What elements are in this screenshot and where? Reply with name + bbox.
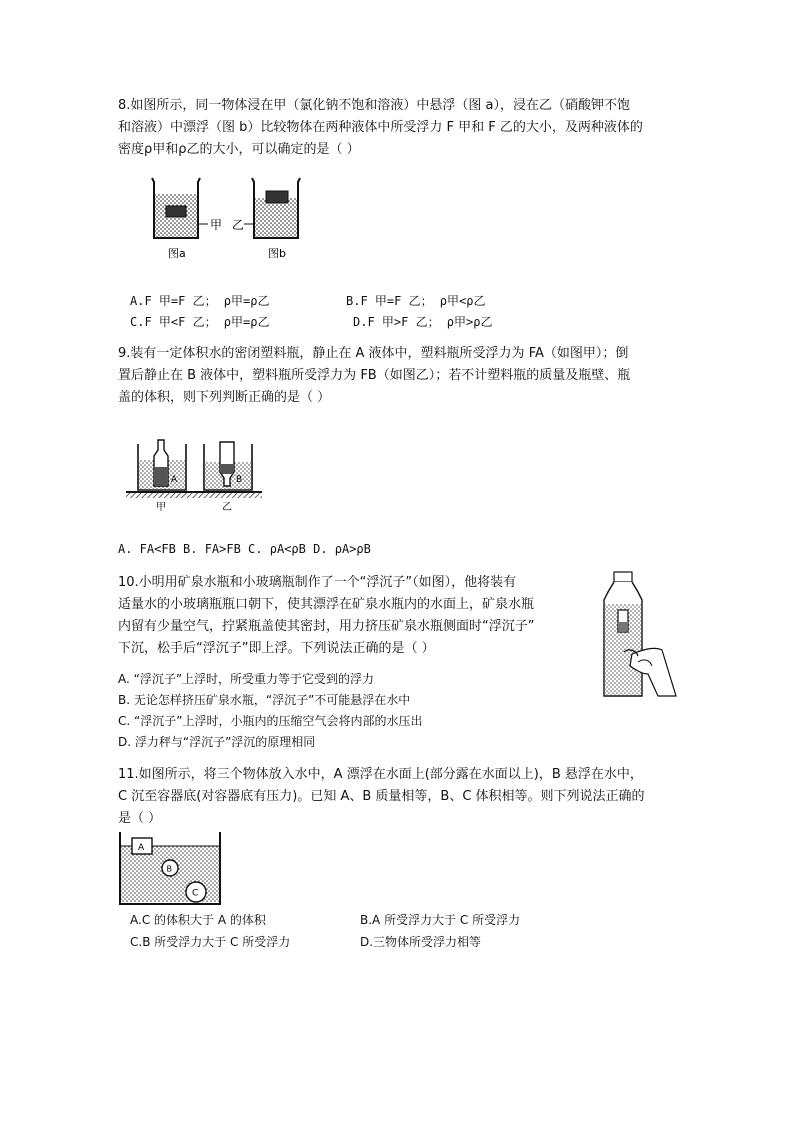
q9-line-1: 9.装有一定体积水的密闭塑料瓶，静止在 A 液体中，塑料瓶所受浮力为 FA（如图甲）；倒: [118, 346, 629, 361]
q8-caption-b: 图b: [268, 247, 286, 260]
q11-label-b: B: [166, 864, 172, 874]
q11-label-a: A: [138, 843, 145, 853]
q8-line-3: 密度ρ甲和ρ乙的大小，可以确定的是（ ）: [118, 142, 360, 157]
q10-option-d: D. 浮力秤与“浮沉子”浮沉的原理相同: [118, 735, 316, 749]
q8-beaker-figure: [140, 172, 320, 268]
q9-label-b: B: [236, 475, 243, 485]
q11-line-1: 11.如图所示，将三个物体放入水中，A 漂浮在水面上(部分露在水面以上)，B 悬浮在水中，: [118, 767, 643, 782]
q8-option-d: D.F 甲>F 乙； ρ甲>ρ乙: [353, 315, 493, 329]
q8-label-yi: 乙: [232, 218, 245, 232]
q8-line-2: 和溶液）中漂浮（图 b）比较物体在两种液体中所受浮力 F 甲和 F 乙的大小，及两种液体的: [118, 120, 643, 135]
q9-caption-yi: 乙: [222, 502, 232, 513]
q9-label-a: A: [171, 475, 178, 485]
q10-line-3: 内留有少量空气，拧紧瓶盖使其密封，用力挤压矿泉水瓶侧面时“浮沉子”: [118, 619, 535, 634]
q10-bottle-figure: [598, 570, 680, 702]
q9-line-2: 置后静止在 B 液体中，塑料瓶所受浮力为 FB（如图乙）；若不计塑料瓶的质量及瓶壁、瓶: [118, 368, 631, 383]
q8-label-jia: 甲: [210, 218, 223, 232]
q11-container-figure: [118, 832, 222, 906]
q10-option-a: A. “浮沉子”上浮时，所受重力等于它受到的浮力: [118, 672, 375, 686]
q9-line-3: 盖的体积，则下列判断正确的是（ ）: [118, 390, 331, 405]
q9-bottle-figure: [126, 434, 286, 518]
q11-option-a: A.C 的体积大于 A 的体积: [130, 913, 266, 927]
q11-option-d: D.三物体所受浮力相等: [360, 935, 482, 949]
q10-line-2: 适量水的小玻璃瓶瓶口朝下，使其漂浮在矿泉水瓶内的水面上，矿泉水瓶: [118, 597, 535, 612]
q8-caption-a: 图a: [168, 247, 186, 260]
q10-option-b: B. 无论怎样挤压矿泉水瓶，“浮沉子”不可能悬浮在水中: [118, 693, 411, 707]
q8-object-a: [166, 206, 186, 217]
q8-option-b: B.F 甲=F 乙； ρ甲<ρ乙: [346, 294, 486, 308]
q10-line-1: 10.小明用矿泉水瓶和小玻璃瓶制作了一个“浮沉子”（如图），他将装有: [118, 575, 517, 590]
q10-option-c: C. “浮沉子”上浮时，小瓶内的压缩空气会将内部的水压出: [118, 714, 423, 728]
q11-line-3: 是（ ）: [118, 811, 162, 826]
q8-option-a: A.F 甲=F 乙； ρ甲=ρ乙: [130, 294, 270, 308]
q11-option-c: C.B 所受浮力大于 C 所受浮力: [130, 935, 291, 949]
q8-line-1: 8.如图所示，同一物体浸在甲（氯化钠不饱和溶液）中悬浮（图 a），浸在乙（硝酸钾不饱: [118, 98, 631, 113]
q9-options: A. FA<FB B. FA>FB C. ρA<ρB D. ρA>ρB: [118, 542, 371, 556]
q11-option-b: B.A 所受浮力大于 C 所受浮力: [360, 913, 521, 927]
q11-label-c: C: [192, 888, 199, 899]
q8-object-b: [266, 191, 288, 203]
q11-line-2: C 沉至容器底(对容器底有压力)。已知 A、B 质量相等，B、C 体积相等。则下列说法正确的: [118, 789, 645, 804]
q9-caption-jia: 甲: [156, 502, 166, 513]
q8-option-c: C.F 甲<F 乙； ρ甲=ρ乙: [130, 315, 270, 329]
q10-line-4: 下沉，松手后“浮沉子”即上浮。下列说法正确的是（ ）: [118, 641, 435, 656]
